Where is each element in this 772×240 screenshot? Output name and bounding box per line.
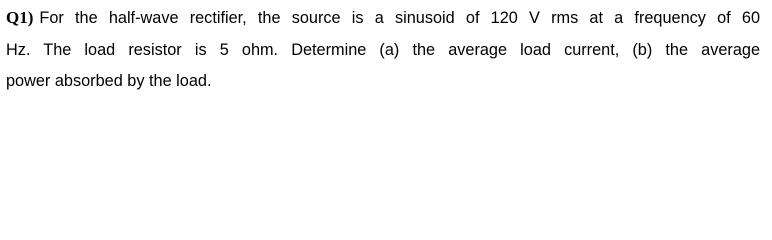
question-line-1-text: For the half-wave rectifier, the source is a sinusoid of 120 V rms at a frequency of 60 [39,9,760,27]
question-line-1 [6,2,760,35]
question-text [6,2,760,98]
question-line-2: Hz. The load resistor is 5 ohm. Determine (a) the average load current, (b) the average [6,40,760,59]
question-number: Q1) [6,8,34,27]
question-line-3: power absorbed by the load. [6,72,212,90]
